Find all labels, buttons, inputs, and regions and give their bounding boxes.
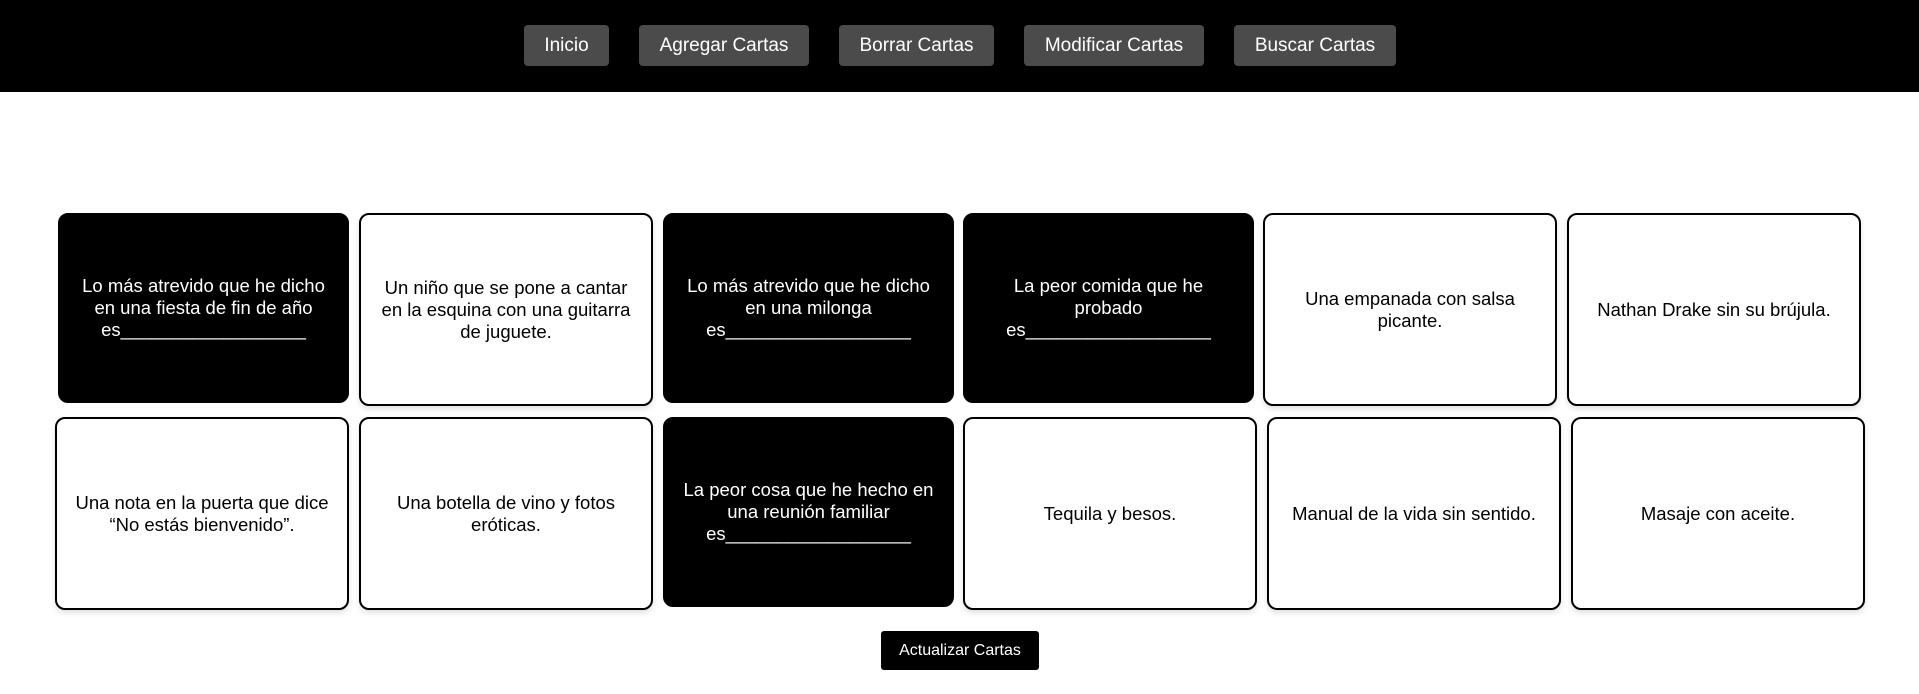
nav-agregar-cartas-button[interactable]: Agregar Cartas bbox=[639, 25, 809, 66]
card-text: La peor comida que he probado es__________________ bbox=[1006, 275, 1211, 340]
nav-inicio-button[interactable]: Inicio bbox=[524, 25, 609, 66]
card-text: Masaje con aceite. bbox=[1640, 502, 1796, 524]
nav-buscar-cartas-button[interactable]: Buscar Cartas bbox=[1234, 25, 1396, 66]
card-text: Lo más atrevido que he dicho en una fiesta de fin de año es__________________ bbox=[82, 275, 325, 340]
white-card[interactable] bbox=[1567, 213, 1861, 406]
nav-borrar-cartas-button[interactable]: Borrar Cartas bbox=[839, 25, 994, 66]
card-text: Nathan Drake sin su brújula. bbox=[1597, 298, 1831, 320]
white-card[interactable] bbox=[359, 213, 653, 406]
card-text: Lo más atrevido que he dicho en una milonga es__________________ bbox=[687, 275, 930, 340]
white-card[interactable] bbox=[1267, 417, 1561, 610]
card-text: Manual de la vida sin sentido. bbox=[1292, 502, 1536, 524]
white-card[interactable] bbox=[963, 417, 1257, 610]
top-nav-bar bbox=[0, 0, 1919, 92]
white-card[interactable] bbox=[359, 417, 653, 610]
nav-modificar-cartas-button[interactable]: Modificar Cartas bbox=[1024, 25, 1204, 66]
white-card[interactable] bbox=[1571, 417, 1865, 610]
black-card[interactable] bbox=[663, 417, 954, 607]
card-text: Una nota en la puerta que dice “No estás bienvenido”. bbox=[75, 491, 329, 535]
black-card[interactable] bbox=[663, 213, 954, 403]
black-card[interactable] bbox=[963, 213, 1254, 403]
actualizar-cartas-button[interactable]: Actualizar Cartas bbox=[881, 631, 1039, 670]
card-text: La peor cosa que he hecho en una reunión familiar es__________________ bbox=[683, 479, 934, 544]
card-text: Tequila y besos. bbox=[1043, 502, 1177, 524]
white-card[interactable] bbox=[55, 417, 349, 610]
card-text: Una botella de vino y fotos eróticas. bbox=[396, 491, 616, 535]
card-text: Una empanada con salsa picante. bbox=[1305, 287, 1515, 331]
card-text: Un niño que se pone a cantar en la esquina con una guitarra de juguete. bbox=[381, 276, 631, 342]
white-card[interactable] bbox=[1263, 213, 1557, 406]
black-card[interactable] bbox=[58, 213, 349, 403]
